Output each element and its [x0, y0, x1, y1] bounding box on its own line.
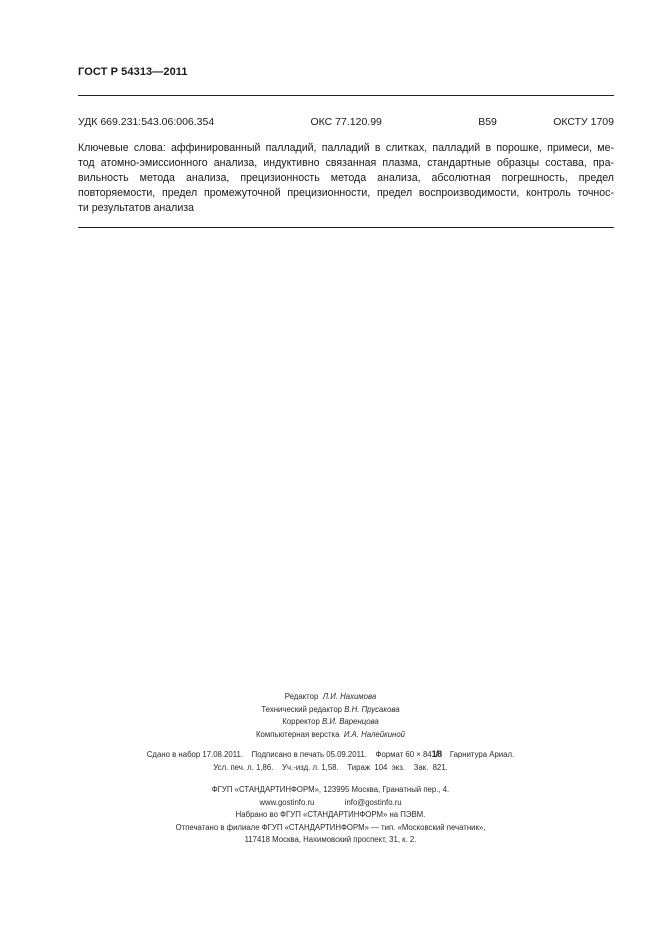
- keywords-line: ти результатов анализа: [78, 202, 195, 214]
- publisher-contacts: [0, 797, 661, 810]
- keywords-line: тод атомно-эмиссионного анализа, индуктивно связанная плазма, стандартные образцы состава, пра-: [78, 157, 614, 169]
- okstu-code: ОКСТУ 1709: [553, 116, 614, 128]
- tech-editor-name: В.Н. Прусакова: [344, 704, 400, 714]
- oks-code: ОКС 77.120.99: [310, 116, 382, 128]
- email-link[interactable]: info@gostinfo.ru: [344, 797, 402, 807]
- printer-address: 117418 Москва, Нахимовский проспект, 31, к. 2.: [244, 835, 417, 845]
- credits-block: [0, 691, 661, 741]
- publication-info: [0, 748, 661, 774]
- udk-code: УДК 669.231:543.06:006.354: [78, 116, 215, 128]
- editor-name: Л.И. Нахимова: [322, 692, 377, 701]
- keywords-line: повторяемости, предел промежуточной прецизионности, предел воспроизводимости, контроль точнос-: [78, 187, 614, 199]
- class-code: В59: [478, 116, 497, 128]
- standard-code: ГОСТ Р 54313—2011: [78, 66, 188, 78]
- corrector-name: В.И. Варенцова: [321, 717, 379, 727]
- printed-note: Отпечатано в филиале ФГУП «СТАНДАРТИНФОРМ» — тип. «Московский печатник»,: [175, 822, 486, 832]
- publisher-address: ФГУП «СТАНДАРТИНФОРМ», 123995 Москва, Гранатный пер., 4.: [211, 785, 450, 794]
- corrector-line: Корректор В.И. Варенцова: [282, 717, 379, 727]
- top-divider: [78, 95, 614, 96]
- bottom-divider: [78, 227, 614, 228]
- keywords-line: Ключевые слова: аффинированный палладий, палладий в слитках, палладий в порошке, примеси, ме-: [78, 142, 614, 154]
- tech-editor-line: Технический редактор В.Н. Прусакова: [261, 704, 400, 714]
- typeset-note: Набрано во ФГУП «СТАНДАРТИНФОРМ» на ПЭВМ.: [235, 810, 426, 820]
- publisher-info: [0, 784, 661, 847]
- keywords-block: [78, 141, 614, 216]
- classification-codes: [78, 116, 614, 128]
- editor-line: Редактор Л.И. Нахимова: [284, 692, 377, 701]
- layout-line: Компьютерная верстка И.А. Налейкиной: [255, 729, 406, 739]
- publication-line-1: Сдано в набор 17.08.2011. Подписано в печать 05.09.2011. Формат 60 × 841/8 Гарнитура Ариал.: [146, 749, 515, 759]
- website-link[interactable]: www.gostinfo.ru: [259, 797, 315, 807]
- publication-line-2: Усл. печ. л. 1,86. Уч.-изд. л. 1,58. Тираж 104 экз. Зак. 821.: [213, 762, 448, 772]
- keywords-line: вильность метода анализа, прецизионность метода анализа, абсолютная погрешность, предел: [78, 172, 614, 184]
- layout-name: И.А. Налейкиной: [343, 729, 406, 739]
